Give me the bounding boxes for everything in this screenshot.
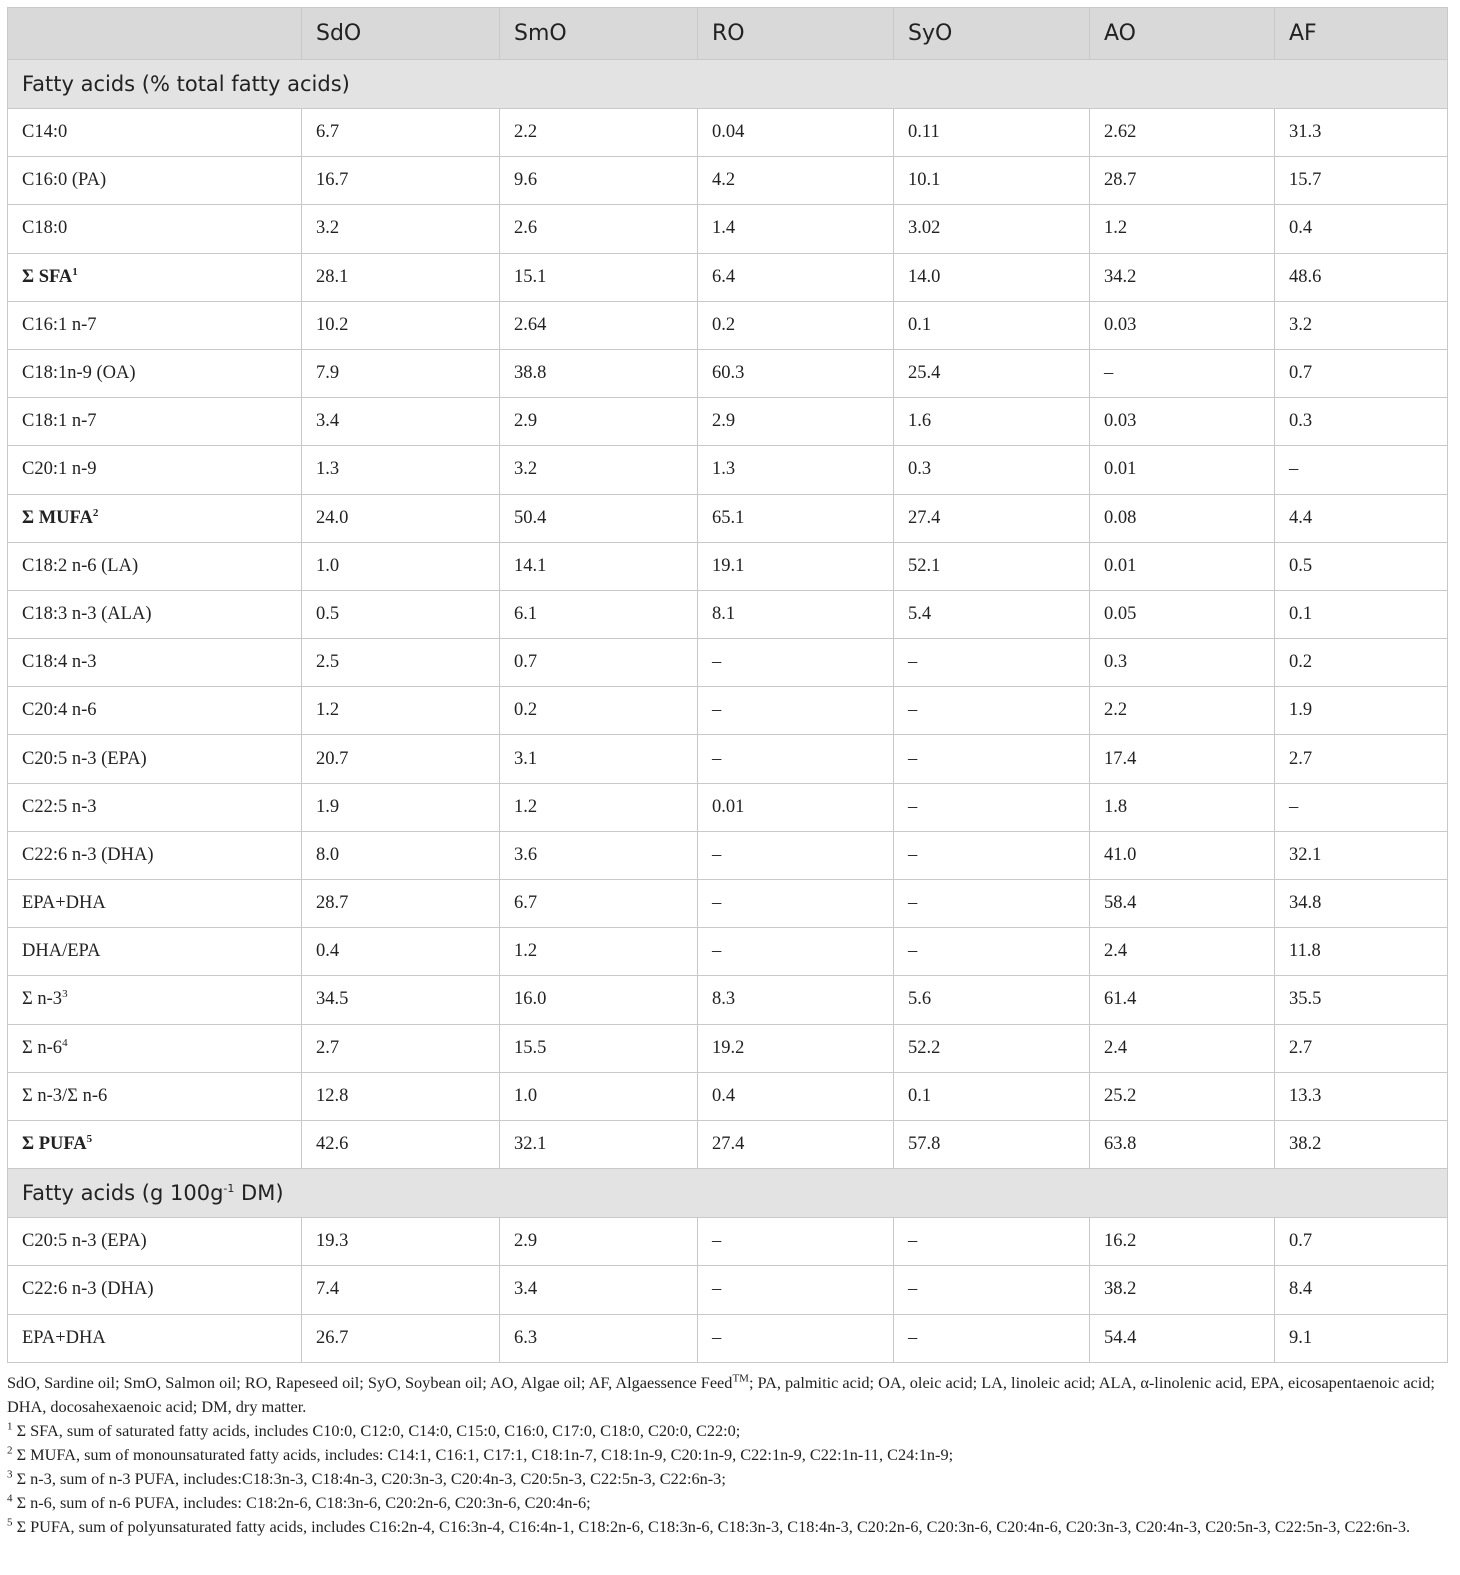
footnote-text: Σ SFA, sum of saturated fatty acids, includes C10:0, C12:0, C14:0, C15:0, C16:0, C17:0, C18:0, C20:0, C22:0; [12,1420,741,1440]
table-cell: – [894,1266,1090,1314]
row-label-text: C18:2 n-6 (LA) [22,555,139,576]
table-row [8,590,1448,638]
table-cell: 10.1 [894,157,1090,205]
table-cell: 0.2 [1275,639,1448,687]
table-row [8,880,1448,928]
table-cell: 38.2 [1275,1120,1448,1168]
table-cell: 1.2 [500,783,698,831]
table-cell: 4.4 [1275,494,1448,542]
table-cell: 34.2 [1090,253,1275,301]
section-title [22,1181,284,1205]
table-cell: 2.62 [1090,109,1275,157]
table-row [8,735,1448,783]
section-header [8,60,1448,109]
section-title-text: Fatty acids (% total fatty acids) [22,72,350,96]
header-cell: AO [1090,8,1275,60]
table-cell: – [894,831,1090,879]
table-row [8,831,1448,879]
table-cell: – [894,735,1090,783]
table-cell: – [894,880,1090,928]
table-cell: – [698,1314,894,1362]
table-cell: 28.7 [302,880,500,928]
section-header-row [8,1169,1448,1218]
table-cell: 15.7 [1275,157,1448,205]
table-cell: 27.4 [894,494,1090,542]
row-label [8,783,302,831]
row-label-text: C20:5 n-3 (EPA) [22,748,147,769]
table-row [8,205,1448,253]
table-row [8,783,1448,831]
row-label [8,1024,302,1072]
row-label [8,157,302,205]
table-cell: 34.5 [302,976,500,1024]
table-cell: 3.4 [302,398,500,446]
table-cell: 15.5 [500,1024,698,1072]
row-label-text: C22:6 n-3 (DHA) [22,844,154,865]
table-cell: – [1090,349,1275,397]
table-cell: 2.64 [500,301,698,349]
table-cell: 0.4 [698,1072,894,1120]
row-label [8,831,302,879]
table-cell: 0.7 [500,639,698,687]
table-row [8,1072,1448,1120]
table-row [8,446,1448,494]
header-cell: SyO [894,8,1090,60]
table-cell: 20.7 [302,735,500,783]
table-cell: 54.4 [1090,1314,1275,1362]
row-label [8,1218,302,1266]
table-cell: 1.2 [302,687,500,735]
footnote-number: 2 [7,1444,13,1457]
table-cell: – [894,639,1090,687]
table-cell: 58.4 [1090,880,1275,928]
section-title-text: Fatty acids (g 100g [22,1181,224,1206]
row-label-text: C20:4 n-6 [22,700,97,721]
table-cell: 2.7 [1275,1024,1448,1072]
table-cell: 0.3 [1275,398,1448,446]
section-title-text-cont: DM) [234,1181,284,1206]
table-cell: 24.0 [302,494,500,542]
table-cell: – [894,928,1090,976]
row-label-text: Σ MUFA [22,507,93,528]
trademark-sup: TM [732,1372,749,1385]
table-cell: 0.1 [1275,590,1448,638]
table-cell: – [698,687,894,735]
table-cell: 6.3 [500,1314,698,1362]
table-cell: 2.4 [1090,928,1275,976]
table-cell: 3.2 [302,205,500,253]
table-cell: 0.01 [1090,542,1275,590]
row-label-text: Σ n-3/Σ n-6 [22,1085,108,1106]
row-label [8,446,302,494]
table-cell: 5.6 [894,976,1090,1024]
table-cell: 0.11 [894,109,1090,157]
table-row [8,301,1448,349]
table-cell: 3.4 [500,1266,698,1314]
section-title-sup: -1 [223,1182,235,1196]
table-cell: 0.5 [1275,542,1448,590]
table-cell: 3.02 [894,205,1090,253]
table-cell: 2.9 [698,398,894,446]
table-cell: – [698,831,894,879]
table-cell: 50.4 [500,494,698,542]
abbreviations-note [7,1371,1447,1419]
table-cell: 0.2 [698,301,894,349]
table-cell: 1.3 [302,446,500,494]
table-cell: 6.7 [302,109,500,157]
table-cell: 0.7 [1275,1218,1448,1266]
table-cell: 8.0 [302,831,500,879]
table-body [8,60,1448,1363]
row-label-text: C16:0 (PA) [22,170,107,191]
table-cell: 0.01 [1090,446,1275,494]
table-cell: 52.2 [894,1024,1090,1072]
table-cell: 31.3 [1275,109,1448,157]
row-label [8,1266,302,1314]
table-cell: 1.4 [698,205,894,253]
table-cell: 60.3 [698,349,894,397]
row-label-text: C18:4 n-3 [22,652,97,673]
header-cell: SdO [302,8,500,60]
table-cell: 28.1 [302,253,500,301]
table-row [8,349,1448,397]
table-cell: 1.9 [1275,687,1448,735]
table-cell: 9.6 [500,157,698,205]
table-cell: 9.1 [1275,1314,1448,1362]
footnote-marker: 2 [92,506,99,519]
table-cell: – [894,687,1090,735]
footnote [7,1491,1447,1515]
footnote [7,1443,1447,1467]
table-row [8,542,1448,590]
footnote [7,1419,1447,1443]
header-cell: AF [1275,8,1448,60]
table-row [8,687,1448,735]
footnote [7,1467,1447,1491]
table-cell: 2.7 [1275,735,1448,783]
footnote-marker: 3 [62,988,68,1001]
abbreviations-text: SdO, Sardine oil; SmO, Salmon oil; RO, Rapeseed oil; SyO, Soybean oil; AO, Algae oil; AF, Algaessence Feed [7,1372,733,1392]
table-cell: 28.7 [1090,157,1275,205]
table-cell: 3.2 [1275,301,1448,349]
table-cell: 3.2 [500,446,698,494]
table-row [8,494,1448,542]
table-cell: – [894,1218,1090,1266]
table-footnotes [7,1371,1447,1539]
table-cell: 2.4 [1090,1024,1275,1072]
footnote-number: 5 [7,1516,13,1529]
row-label-text: C14:0 [22,122,68,143]
row-label [8,205,302,253]
table-row [8,976,1448,1024]
table-cell: 0.03 [1090,398,1275,446]
table-cell: 32.1 [1275,831,1448,879]
table-cell: 17.4 [1090,735,1275,783]
table-cell: 3.1 [500,735,698,783]
table-cell: – [698,1218,894,1266]
row-label [8,590,302,638]
table-cell: 8.3 [698,976,894,1024]
table-cell: 52.1 [894,542,1090,590]
table-cell: – [1275,783,1448,831]
table-cell: 8.4 [1275,1266,1448,1314]
header-row [8,8,1448,60]
table-cell: 42.6 [302,1120,500,1168]
table-cell: 32.1 [500,1120,698,1168]
table-cell: 0.05 [1090,590,1275,638]
table-row [8,1314,1448,1362]
table-cell: 2.2 [1090,687,1275,735]
table-cell: 48.6 [1275,253,1448,301]
table-cell: 0.01 [698,783,894,831]
row-label-text: EPA+DHA [22,1327,106,1348]
row-label-text: C20:1 n-9 [22,459,97,480]
row-label-text: C18:1 n-7 [22,411,97,432]
table-cell: 5.4 [894,590,1090,638]
row-label [8,687,302,735]
row-label [8,349,302,397]
table-cell: 61.4 [1090,976,1275,1024]
table-cell: 6.4 [698,253,894,301]
table-cell: 63.8 [1090,1120,1275,1168]
table-cell: 57.8 [894,1120,1090,1168]
table-cell: 1.2 [500,928,698,976]
table-cell: 14.0 [894,253,1090,301]
abbreviations-text-cont: ; PA, palmitic acid; OA, oleic acid; LA, linoleic acid; ALA, α-linolenic acid, EPA, eicosapentaenoic acid; DHA, docosahexaenoic acid; DM, dry matter. [7,1372,1435,1416]
table-cell: 2.2 [500,109,698,157]
table-cell: 0.4 [302,928,500,976]
header-cell [8,8,302,60]
row-label [8,880,302,928]
table-row [8,1218,1448,1266]
row-label [8,1314,302,1362]
row-label [8,109,302,157]
footnote-marker: 1 [72,265,78,278]
table-cell: 4.2 [698,157,894,205]
table-cell: 1.9 [302,783,500,831]
row-label-text: C18:0 [22,218,68,239]
table-cell: 19.1 [698,542,894,590]
header-cell: SmO [500,8,698,60]
table-cell: 0.5 [302,590,500,638]
table-row [8,928,1448,976]
row-label [8,1120,302,1168]
table-row [8,109,1448,157]
row-label-text: C16:1 n-7 [22,314,97,335]
table-cell: 1.6 [894,398,1090,446]
table-cell: 1.0 [302,542,500,590]
table-cell: 1.3 [698,446,894,494]
table-container [7,7,1447,1539]
table-cell: 16.0 [500,976,698,1024]
row-label [8,976,302,1024]
table-cell: 1.8 [1090,783,1275,831]
table-cell: 6.1 [500,590,698,638]
table-cell: – [698,639,894,687]
row-label-text: C22:6 n-3 (DHA) [22,1279,154,1300]
row-label [8,398,302,446]
row-label [8,928,302,976]
footnote-marker: 4 [62,1036,68,1049]
table-cell: 2.9 [500,1218,698,1266]
footnote-text: Σ n-6, sum of n-6 PUFA, includes: C18:2n-6, C18:3n-6, C20:2n-6, C20:3n-6, C20:4n-6; [12,1492,591,1512]
table-cell: 6.7 [500,880,698,928]
table-cell: 2.5 [302,639,500,687]
footnote-marker: 5 [86,1132,93,1145]
table-cell: 14.1 [500,542,698,590]
table-cell: 16.2 [1090,1218,1275,1266]
row-label [8,253,302,301]
table-cell: 26.7 [302,1314,500,1362]
table-row [8,1024,1448,1072]
table-row [8,157,1448,205]
footnote-text: Σ n-3, sum of n-3 PUFA, includes:C18:3n-3, C18:4n-3, C20:3n-3, C20:4n-3, C20:5n-3, C22:5n-3, C22:6n-3; [12,1468,726,1488]
table-cell: 35.5 [1275,976,1448,1024]
table-cell: 7.9 [302,349,500,397]
table-cell: 1.2 [1090,205,1275,253]
row-label-text: Σ PUFA [22,1134,87,1155]
table-cell: 12.8 [302,1072,500,1120]
table-cell: 0.2 [500,687,698,735]
table-cell: – [698,1266,894,1314]
table-cell: 25.4 [894,349,1090,397]
table-cell: 0.1 [894,1072,1090,1120]
table-cell: 8.1 [698,590,894,638]
table-cell: 3.6 [500,831,698,879]
table-cell: 38.8 [500,349,698,397]
table-cell: 34.8 [1275,880,1448,928]
row-label [8,542,302,590]
table-cell: 15.1 [500,253,698,301]
section-header-row [8,60,1448,109]
table-cell: 13.3 [1275,1072,1448,1120]
table-cell: 38.2 [1090,1266,1275,1314]
table-cell: 7.4 [302,1266,500,1314]
table-cell: 11.8 [1275,928,1448,976]
table-row [8,253,1448,301]
section-title [22,72,350,96]
row-label-text: C20:5 n-3 (EPA) [22,1231,147,1252]
table-cell: – [894,1314,1090,1362]
footnote-text: Σ MUFA, sum of monounsaturated fatty acids, includes: C14:1, C16:1, C17:1, C18:1n-7, C18:1n-9, C20:1n-9, C22:1n-9, C22:1n-11, C24:1n-9; [12,1444,954,1464]
table-cell: – [1275,446,1448,494]
table-cell: 16.7 [302,157,500,205]
table-cell: – [698,880,894,928]
table-cell: 27.4 [698,1120,894,1168]
table-cell: 0.7 [1275,349,1448,397]
table-cell: 10.2 [302,301,500,349]
table-cell: – [698,735,894,783]
row-label-text: C18:1n-9 (OA) [22,363,136,384]
table-cell: 0.3 [1090,639,1275,687]
row-label-text: C18:3 n-3 (ALA) [22,603,152,624]
table-cell: 0.3 [894,446,1090,494]
header-cell: RO [698,8,894,60]
table-cell: 2.6 [500,205,698,253]
footnote-number: 4 [7,1492,13,1505]
row-label [8,301,302,349]
footnote-number: 3 [7,1468,13,1481]
table-cell: 2.9 [500,398,698,446]
row-label [8,1072,302,1120]
row-label-text: Σ SFA [22,266,73,287]
table-cell: – [698,928,894,976]
table-cell: – [894,783,1090,831]
row-label-text: DHA/EPA [22,941,101,962]
table-row [8,639,1448,687]
footnote-number: 1 [7,1420,13,1433]
row-label [8,639,302,687]
table-cell: 0.1 [894,301,1090,349]
table-cell: 2.7 [302,1024,500,1072]
table-cell: 0.03 [1090,301,1275,349]
footnote-text: Σ PUFA, sum of polyunsaturated fatty acids, includes C16:2n-4, C16:3n-4, C16:4n-1, C18:2n-6, C18:3n-6, C18:3n-3, C18:4n-3, C20:2n-6, C20:3n-6, C20:4n-6, C20:3n-3, C20:4n-3, C20:5n-3, C22:5n-3, C22:6n-3. [12,1516,1411,1536]
table-cell: 0.04 [698,109,894,157]
table-cell: 65.1 [698,494,894,542]
table-cell: 1.0 [500,1072,698,1120]
row-label-text: Σ n-6 [22,1037,63,1058]
table-cell: 19.2 [698,1024,894,1072]
table-cell: 19.3 [302,1218,500,1266]
section-header [8,1169,1448,1218]
row-label [8,735,302,783]
fatty-acids-table [7,7,1448,1363]
table-row [8,398,1448,446]
table-cell: 0.4 [1275,205,1448,253]
row-label-text: EPA+DHA [22,893,106,914]
table-row [8,1120,1448,1168]
table-cell: 41.0 [1090,831,1275,879]
table-row [8,1266,1448,1314]
row-label-text: C22:5 n-3 [22,796,97,817]
table-cell: 0.08 [1090,494,1275,542]
row-label-text: Σ n-3 [22,989,63,1010]
table-cell: 25.2 [1090,1072,1275,1120]
footnote [7,1515,1447,1539]
row-label [8,494,302,542]
